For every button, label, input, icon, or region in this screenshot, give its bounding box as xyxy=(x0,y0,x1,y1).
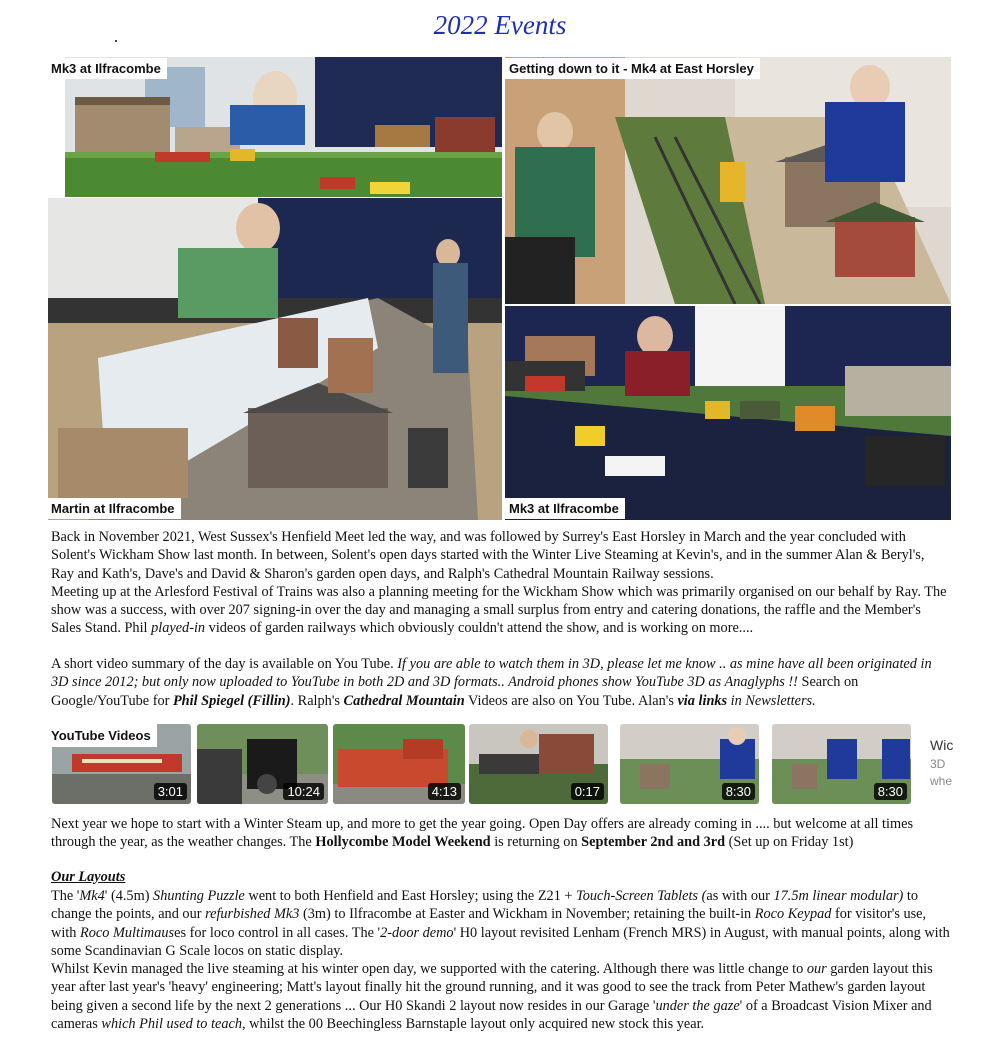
intro-text-1: Back in November 2021, West Sussex's Henfield Meet led the way, and was followed by Surrey's East Horsley in March and the year concluded with Solent's Wickham Show last month. In between, Solent's open days started with the Winter Live Steaming at Kevin's, and in the summer Alan & Beryl's, Ray and Kath's, Dave's and David & Sharon's garden open days, and Ralph's Cathedral Mountain Railway sessions. xyxy=(51,529,925,582)
stray-dot xyxy=(115,40,117,42)
intro-italic: played-in xyxy=(151,620,206,637)
video-thumbnail-6[interactable] xyxy=(772,724,911,804)
video-text-g: Videos are also on You Tube. Alan's xyxy=(464,692,678,709)
video-text-a: A short video summary of the day is available on You Tube. xyxy=(51,656,398,672)
layouts-t17: ' H0 layout revisited Lenham (French MRS) in August, with manual points, along with some Scandinavian G Scale locos on static display. xyxy=(51,924,950,959)
video-thumbnail-3[interactable] xyxy=(333,724,465,804)
video-duration-1: 3:01 xyxy=(154,783,187,800)
video-text-f: Cathedral Mountain xyxy=(343,692,465,709)
video-thumbnail-4[interactable] xyxy=(469,724,608,804)
video-side-panel[interactable] xyxy=(930,737,953,790)
next-year-event: Hollycombe Model Weekend xyxy=(315,834,491,851)
layouts-t1: The ' xyxy=(51,888,80,904)
layouts-u3: garden layout this year after last year's 'heavy' engineering; Matt's layout finally hit the ground running, and it was good to see the track from Peter Mathew's garden layout being given a second life by the next 2 generations ... Our H0 Skandi 2 layout now resides in our Garage ' xyxy=(51,961,933,1014)
caption-top-right: Getting down to it - Mk4 at East Horsley xyxy=(503,58,760,79)
layouts-t13: for visitor's use, with xyxy=(51,906,927,941)
video-text-e: . Ralph's xyxy=(290,692,344,709)
layouts-t12: Roco Keypad xyxy=(754,906,832,923)
photo-mk4-east-horsley xyxy=(505,57,951,304)
layouts-heading: Our Layouts xyxy=(51,869,126,885)
video-duration-2: 10:24 xyxy=(283,783,324,800)
next-year-text-e: (Set up on Friday 1st) xyxy=(725,834,854,851)
layouts-u1: Whilst Kevin managed the live steaming at his winter open day, we supported with the catering. Although there was little change to xyxy=(51,961,807,978)
video-side-sub-1: 3D xyxy=(930,757,946,771)
next-year-text-c: is returning on xyxy=(490,834,582,851)
layouts-u2: our xyxy=(806,961,827,978)
photo-martin-ilfracombe xyxy=(48,198,502,520)
video-side-sub-2: whe xyxy=(930,774,953,788)
next-year-date: September 2nd and 3rd xyxy=(581,834,726,851)
layouts-t7: as with our xyxy=(706,888,774,904)
layouts-t16: 2-door demo xyxy=(380,924,454,941)
video-text-d: Phil Spiegel (Fillin) xyxy=(172,692,291,709)
youtube-videos-label: YouTube Videos xyxy=(45,724,157,747)
layouts-t10: refurbished Mk3 xyxy=(205,906,300,923)
video-text-b: If you are able to watch them in 3D, please let me know .. as mine have all been originated in 3D since 2012; but only now uploaded to YouTube in both 2D and 3D formats.. Android phones show YouTube 3D as Anaglyphs !! xyxy=(51,656,932,691)
video-text-h: via links xyxy=(677,692,728,709)
layouts-u4: under the gaze xyxy=(655,997,740,1014)
caption-bottom-right: Mk3 at Ilfracombe xyxy=(503,498,625,519)
layouts-t11: (3m) to Ilfracombe at Easter and Wickham in November; retaining the built-in xyxy=(299,906,755,923)
caption-top-left: Mk3 at Ilfracombe xyxy=(45,58,167,79)
intro-text-3: videos of garden railways which obviously couldn't attend the show, and is working on more.... xyxy=(205,620,754,637)
photo-mk3-ilfracombe-bottom xyxy=(505,306,951,520)
video-text-i: in Newsletters. xyxy=(727,692,816,709)
layouts-t15: es for loco control in all cases. The ' xyxy=(174,924,381,941)
intro-paragraph xyxy=(51,528,951,638)
video-thumbnail-2[interactable] xyxy=(197,724,328,804)
video-paragraph xyxy=(51,655,951,710)
caption-bottom-left: Martin at Ilfracombe xyxy=(45,498,181,519)
layouts-t6: Touch-Screen Tablets ( xyxy=(576,888,707,904)
page-title: 2022 Events xyxy=(433,10,567,40)
layouts-paragraph xyxy=(51,887,951,1033)
video-thumbnail-5[interactable] xyxy=(620,724,759,804)
layouts-t4: Shunting Puzzle xyxy=(153,888,245,904)
layouts-t9: to change the points, and our xyxy=(51,888,919,923)
next-year-text-a: Next year we hope to start with a Winter Steam up, and more to get the year going. Open Day offers are already coming in .... but welcome at all times through the year, as the weather changes. The xyxy=(51,816,914,851)
video-side-title: Wic xyxy=(930,737,954,753)
layouts-u7: , whilst the 00 Beechingless Barnstaple layout only acquired new stock this year. xyxy=(241,1016,705,1033)
next-year-paragraph xyxy=(51,815,951,852)
video-duration-4: 0:17 xyxy=(571,783,604,800)
layouts-t14: Roco Multimaus xyxy=(80,924,175,941)
video-duration-5: 8:30 xyxy=(722,783,755,800)
layouts-t2: Mk4 xyxy=(79,888,105,904)
layouts-t5: went to both Henfield and East Horsley; using the Z21 + xyxy=(244,888,577,904)
video-duration-3: 4:13 xyxy=(428,783,461,800)
layouts-t8: 17.5m linear modular) xyxy=(773,888,904,904)
layouts-u6: which Phil used to teach xyxy=(101,1016,242,1033)
layouts-t3: ' (4.5m) xyxy=(104,888,154,904)
layouts-u5: ' of a Broadcast Vision Mixer and cameras xyxy=(51,997,932,1033)
video-text-c: Search on Google/YouTube for xyxy=(51,674,859,709)
video-duration-6: 8:30 xyxy=(874,783,907,800)
intro-text-2: Meeting up at the Arlesford Festival of Trains was also a planning meeting for the Wickham Show which was primarily organised on our behalf by Ray. The show was a success, with over 207 signing-in over the day and managing a small surplus from entry and catering donations, the raffle and the Member's Sales Stand. Phil xyxy=(51,583,947,637)
